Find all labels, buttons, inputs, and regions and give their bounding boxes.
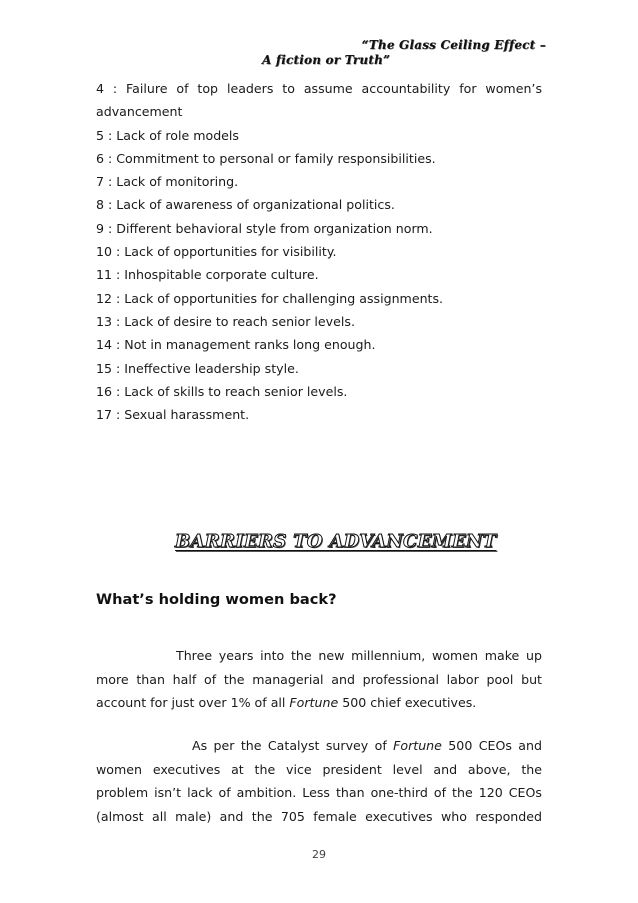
list-separator: : [112, 290, 125, 306]
list-item: 4 : Failure of top leaders to assume accountability for women’s [96, 81, 542, 96]
list-item [96, 357, 542, 380]
list-item [96, 147, 542, 170]
text-run: As per the Catalyst survey of [192, 738, 394, 753]
list-separator: : [112, 244, 125, 260]
list-separator: : [104, 174, 117, 190]
text-run: 500 chief executives. [338, 695, 477, 710]
list-separator: : [112, 360, 125, 376]
paragraph-1-line-2: more than half of the managerial and professional labor pool but [96, 671, 542, 687]
list-item-text: Lack of opportunities for visibility. [124, 244, 337, 260]
italic-run: Fortune [289, 695, 339, 710]
running-header [240, 38, 546, 67]
list-item-text: Lack of role models [116, 127, 239, 143]
list-item-number: 11 [96, 267, 113, 283]
list-separator: : [104, 150, 117, 166]
list-item [96, 193, 542, 216]
list-item-number: 15 [96, 360, 113, 376]
list-item-number: 5 [96, 127, 105, 143]
list-item-text: Lack of skills to reach senior levels. [124, 383, 348, 399]
list-item-number: 10 [96, 244, 113, 260]
list-separator: : [104, 127, 117, 143]
list-item-text: Lack of awareness of organizational politics. [116, 197, 395, 213]
list-item-text: Inhospitable corporate culture. [124, 267, 319, 283]
paragraph-2 [96, 734, 542, 828]
list-separator: : [112, 267, 125, 283]
list-item-text: Not in management ranks long enough. [124, 337, 376, 353]
list-item [96, 333, 542, 356]
list-item-text: Lack of desire to reach senior levels. [124, 313, 355, 329]
list-item-number: 7 [96, 174, 105, 190]
subheading-question: What’s holding women back? [96, 591, 337, 608]
list-item-number: 13 [96, 313, 113, 329]
list-item [96, 217, 542, 240]
list-item-text: Ineffective leadership style. [124, 360, 299, 376]
page-number: 29 [312, 848, 326, 861]
list-separator: : [104, 197, 117, 213]
italic-run: Fortune [393, 738, 442, 753]
list-item-number: 8 [96, 197, 105, 213]
list-item-text: Lack of monitoring. [116, 174, 239, 190]
list-item-number: 14 [96, 337, 113, 353]
list-separator: : [112, 383, 125, 399]
list-item-text: Commitment to personal or family responsibilities. [116, 150, 436, 166]
list-item [96, 170, 542, 193]
list-item-number: 6 [96, 150, 105, 166]
list-item-text: Different behavioral style from organization norm. [116, 220, 433, 236]
text-run: 500 CEOs and [441, 738, 542, 753]
paragraph-2-line-1 [96, 734, 542, 758]
list-item [96, 380, 542, 403]
barrier-list [96, 77, 542, 426]
list-item [96, 124, 542, 147]
paragraph-2-line-4: (almost all male) and the 705 female executives who responded [96, 808, 542, 824]
list-item-number: 12 [96, 290, 113, 306]
list-item-number: 16 [96, 383, 113, 399]
text-run: account for just over 1% of all [96, 695, 290, 710]
header-title-line1: “The Glass Ceiling Effect – [361, 38, 546, 52]
paragraph-1-line-3 [96, 691, 542, 715]
paragraph-2-line-3: problem isn’t lack of ambition. Less than one-third of the 120 CEOs [96, 785, 542, 800]
paragraph-1-line-1: Three years into the new millennium, women make up [176, 648, 542, 663]
section-heading: BARRIERS TO ADVANCEMENT [175, 531, 497, 552]
list-item [96, 287, 542, 310]
list-item [96, 263, 542, 286]
paragraph-2-line-2: women executives at the vice president level and above, the [96, 761, 542, 777]
list-item-continuation: advancement [96, 104, 183, 120]
list-item [96, 240, 542, 263]
list-item-text: Sexual harassment. [124, 407, 250, 423]
list-item-number: 17 [96, 407, 113, 423]
list-separator: : [112, 337, 125, 353]
list-separator: : [104, 220, 117, 236]
list-item-text: Lack of opportunities for challenging assignments. [124, 290, 444, 306]
header-title-line2: A fiction or Truth” [262, 53, 391, 67]
list-separator: : [112, 313, 125, 329]
paragraph-1 [96, 644, 542, 715]
list-item [96, 310, 542, 333]
list-separator: : [112, 407, 125, 423]
list-item [96, 403, 542, 426]
list-item-number: 9 [96, 220, 105, 236]
